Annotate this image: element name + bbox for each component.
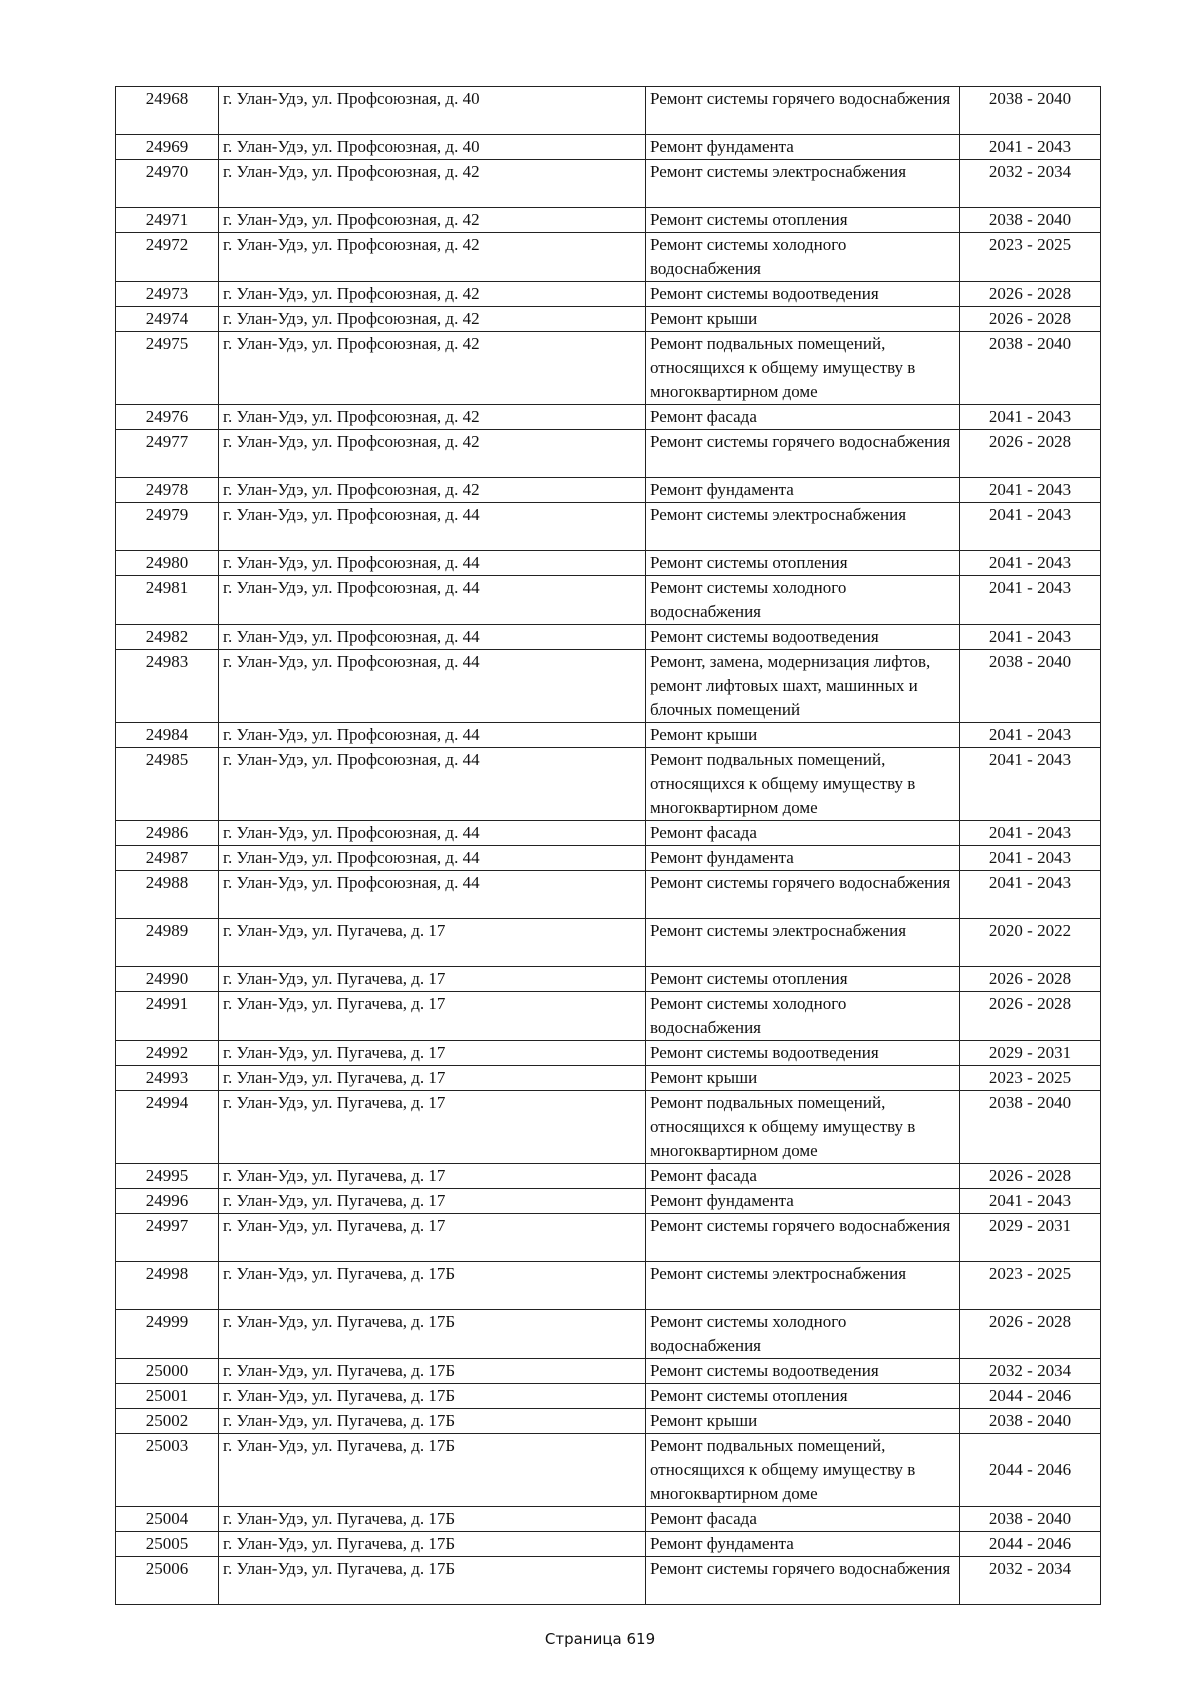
cell-number: 24983 (116, 650, 219, 723)
cell-years: 2038 - 2040 (960, 208, 1101, 233)
cell-address: г. Улан-Удэ, ул. Профсоюзная, д. 42 (219, 208, 646, 233)
cell-address: г. Улан-Удэ, ул. Профсоюзная, д. 44 (219, 846, 646, 871)
cell-number: 24990 (116, 967, 219, 992)
cell-address: г. Улан-Удэ, ул. Профсоюзная, д. 42 (219, 430, 646, 478)
cell-work-type: Ремонт системы водоотведения (646, 1041, 960, 1066)
cell-years: 2044 - 2046 (960, 1532, 1101, 1557)
table-row (116, 1091, 1101, 1164)
table-row (116, 135, 1101, 160)
cell-work-type: Ремонт подвальных помещений, относящихся к общему имуществу в многоквартирном доме (646, 332, 960, 405)
cell-years: 2026 - 2028 (960, 992, 1101, 1041)
cell-number: 25000 (116, 1359, 219, 1384)
table-row (116, 1262, 1101, 1310)
cell-number: 24971 (116, 208, 219, 233)
cell-address: г. Улан-Удэ, ул. Профсоюзная, д. 44 (219, 723, 646, 748)
cell-work-type: Ремонт, замена, модернизация лифтов, ремонт лифтовых шахт, машинных и блочных помещений (646, 650, 960, 723)
cell-years: 2029 - 2031 (960, 1214, 1101, 1262)
cell-address: г. Улан-Удэ, ул. Профсоюзная, д. 44 (219, 748, 646, 821)
table-row (116, 1066, 1101, 1091)
table-row (116, 1310, 1101, 1359)
cell-work-type: Ремонт системы отопления (646, 551, 960, 576)
cell-years: 2041 - 2043 (960, 748, 1101, 821)
cell-years: 2026 - 2028 (960, 307, 1101, 332)
cell-address: г. Улан-Удэ, ул. Профсоюзная, д. 42 (219, 478, 646, 503)
cell-number: 24985 (116, 748, 219, 821)
cell-work-type: Ремонт системы водоотведения (646, 625, 960, 650)
cell-work-type: Ремонт системы отопления (646, 1384, 960, 1409)
cell-work-type: Ремонт системы электроснабжения (646, 919, 960, 967)
cell-years: 2026 - 2028 (960, 1164, 1101, 1189)
cell-address: г. Улан-Удэ, ул. Профсоюзная, д. 44 (219, 871, 646, 919)
table-row (116, 650, 1101, 723)
cell-number: 24997 (116, 1214, 219, 1262)
cell-years: 2041 - 2043 (960, 503, 1101, 551)
cell-address: г. Улан-Удэ, ул. Профсоюзная, д. 42 (219, 282, 646, 307)
cell-address: г. Улан-Удэ, ул. Пугачева, д. 17Б (219, 1532, 646, 1557)
cell-address: г. Улан-Удэ, ул. Пугачева, д. 17 (219, 967, 646, 992)
cell-years: 2041 - 2043 (960, 135, 1101, 160)
cell-address: г. Улан-Удэ, ул. Профсоюзная, д. 42 (219, 332, 646, 405)
table-row (116, 1359, 1101, 1384)
cell-work-type: Ремонт системы отопления (646, 967, 960, 992)
cell-years: 2044 - 2046 (960, 1384, 1101, 1409)
cell-work-type: Ремонт фундамента (646, 846, 960, 871)
cell-years: 2026 - 2028 (960, 282, 1101, 307)
cell-number: 24989 (116, 919, 219, 967)
cell-number: 24972 (116, 233, 219, 282)
cell-number: 24968 (116, 87, 219, 135)
cell-number: 24982 (116, 625, 219, 650)
table-row (116, 1532, 1101, 1557)
cell-years: 2041 - 2043 (960, 405, 1101, 430)
table-row (116, 87, 1101, 135)
cell-address: г. Улан-Удэ, ул. Пугачева, д. 17Б (219, 1262, 646, 1310)
cell-number: 24969 (116, 135, 219, 160)
cell-years: 2038 - 2040 (960, 1409, 1101, 1434)
cell-work-type: Ремонт системы горячего водоснабжения (646, 1557, 960, 1605)
cell-number: 25002 (116, 1409, 219, 1434)
table-row (116, 1434, 1101, 1507)
cell-number: 25003 (116, 1434, 219, 1507)
cell-work-type: Ремонт фундамента (646, 1189, 960, 1214)
cell-number: 24973 (116, 282, 219, 307)
cell-address: г. Улан-Удэ, ул. Пугачева, д. 17 (219, 1164, 646, 1189)
table-row (116, 208, 1101, 233)
table-row (116, 992, 1101, 1041)
cell-work-type: Ремонт фундамента (646, 1532, 960, 1557)
cell-years: 2041 - 2043 (960, 625, 1101, 650)
cell-work-type: Ремонт системы электроснабжения (646, 1262, 960, 1310)
table-row (116, 1189, 1101, 1214)
cell-address: г. Улан-Удэ, ул. Профсоюзная, д. 42 (219, 307, 646, 332)
cell-address: г. Улан-Удэ, ул. Профсоюзная, д. 42 (219, 405, 646, 430)
cell-work-type: Ремонт системы электроснабжения (646, 160, 960, 208)
cell-address: г. Улан-Удэ, ул. Профсоюзная, д. 42 (219, 160, 646, 208)
cell-work-type: Ремонт системы холодного водоснабжения (646, 1310, 960, 1359)
table-row (116, 1164, 1101, 1189)
cell-address: г. Улан-Удэ, ул. Пугачева, д. 17Б (219, 1434, 646, 1507)
cell-work-type: Ремонт системы горячего водоснабжения (646, 430, 960, 478)
cell-number: 24974 (116, 307, 219, 332)
cell-address: г. Улан-Удэ, ул. Профсоюзная, д. 42 (219, 233, 646, 282)
cell-address: г. Улан-Удэ, ул. Пугачева, д. 17Б (219, 1359, 646, 1384)
cell-years: 2020 - 2022 (960, 919, 1101, 967)
cell-address: г. Улан-Удэ, ул. Пугачева, д. 17Б (219, 1409, 646, 1434)
cell-years: 2029 - 2031 (960, 1041, 1101, 1066)
cell-number: 24991 (116, 992, 219, 1041)
cell-work-type: Ремонт системы водоотведения (646, 1359, 960, 1384)
cell-work-type: Ремонт крыши (646, 1066, 960, 1091)
cell-work-type: Ремонт фасада (646, 821, 960, 846)
cell-address: г. Улан-Удэ, ул. Профсоюзная, д. 44 (219, 821, 646, 846)
cell-years: 2041 - 2043 (960, 821, 1101, 846)
cell-address: г. Улан-Удэ, ул. Профсоюзная, д. 44 (219, 551, 646, 576)
table-row (116, 723, 1101, 748)
table-body (116, 87, 1101, 1605)
table-row (116, 1384, 1101, 1409)
cell-years: 2032 - 2034 (960, 1359, 1101, 1384)
cell-number: 24977 (116, 430, 219, 478)
cell-work-type: Ремонт подвальных помещений, относящихся к общему имуществу в многоквартирном доме (646, 748, 960, 821)
cell-work-type: Ремонт подвальных помещений, относящихся к общему имуществу в многоквартирном доме (646, 1434, 960, 1507)
table-row (116, 748, 1101, 821)
table-row (116, 967, 1101, 992)
cell-number: 25001 (116, 1384, 219, 1409)
cell-number: 24981 (116, 576, 219, 625)
table-row (116, 478, 1101, 503)
cell-number: 24978 (116, 478, 219, 503)
table-row (116, 1557, 1101, 1605)
cell-years: 2026 - 2028 (960, 430, 1101, 478)
table-row (116, 625, 1101, 650)
table-row (116, 307, 1101, 332)
table-row (116, 503, 1101, 551)
cell-number: 24975 (116, 332, 219, 405)
cell-years: 2041 - 2043 (960, 1189, 1101, 1214)
cell-work-type: Ремонт крыши (646, 723, 960, 748)
cell-address: г. Улан-Удэ, ул. Пугачева, д. 17 (219, 1189, 646, 1214)
cell-work-type: Ремонт крыши (646, 307, 960, 332)
table-row (116, 1507, 1101, 1532)
cell-years: 2032 - 2034 (960, 1557, 1101, 1605)
cell-address: г. Улан-Удэ, ул. Профсоюзная, д. 44 (219, 650, 646, 723)
cell-years: 2038 - 2040 (960, 1507, 1101, 1532)
cell-years: 2041 - 2043 (960, 576, 1101, 625)
table-row (116, 1409, 1101, 1434)
cell-years: 2026 - 2028 (960, 1310, 1101, 1359)
cell-address: г. Улан-Удэ, ул. Профсоюзная, д. 44 (219, 576, 646, 625)
table-row (116, 821, 1101, 846)
cell-number: 24992 (116, 1041, 219, 1066)
cell-number: 24996 (116, 1189, 219, 1214)
cell-years: 2023 - 2025 (960, 233, 1101, 282)
table-row (116, 282, 1101, 307)
cell-number: 24987 (116, 846, 219, 871)
cell-number: 24988 (116, 871, 219, 919)
cell-years: 2041 - 2043 (960, 871, 1101, 919)
cell-years: 2023 - 2025 (960, 1262, 1101, 1310)
cell-years: 2023 - 2025 (960, 1066, 1101, 1091)
cell-years: 2044 - 2046 (960, 1434, 1101, 1507)
cell-number: 25006 (116, 1557, 219, 1605)
cell-number: 25004 (116, 1507, 219, 1532)
cell-address: г. Улан-Удэ, ул. Пугачева, д. 17Б (219, 1507, 646, 1532)
table-row (116, 405, 1101, 430)
cell-work-type: Ремонт системы холодного водоснабжения (646, 576, 960, 625)
repair-schedule-table (115, 86, 1101, 1605)
table-row (116, 1214, 1101, 1262)
cell-years: 2026 - 2028 (960, 967, 1101, 992)
cell-years: 2038 - 2040 (960, 332, 1101, 405)
cell-number: 24993 (116, 1066, 219, 1091)
cell-address: г. Улан-Удэ, ул. Профсоюзная, д. 40 (219, 87, 646, 135)
table-row (116, 1041, 1101, 1066)
cell-address: г. Улан-Удэ, ул. Профсоюзная, д. 40 (219, 135, 646, 160)
cell-years: 2038 - 2040 (960, 650, 1101, 723)
cell-work-type: Ремонт системы электроснабжения (646, 503, 960, 551)
cell-address: г. Улан-Удэ, ул. Пугачева, д. 17 (219, 1041, 646, 1066)
cell-address: г. Улан-Удэ, ул. Пугачева, д. 17 (219, 1066, 646, 1091)
cell-years: 2041 - 2043 (960, 723, 1101, 748)
cell-years: 2032 - 2034 (960, 160, 1101, 208)
cell-work-type: Ремонт системы водоотведения (646, 282, 960, 307)
cell-number: 24995 (116, 1164, 219, 1189)
cell-work-type: Ремонт фасада (646, 1164, 960, 1189)
cell-number: 24986 (116, 821, 219, 846)
table-row (116, 430, 1101, 478)
cell-years: 2041 - 2043 (960, 846, 1101, 871)
table-row (116, 846, 1101, 871)
cell-work-type: Ремонт системы горячего водоснабжения (646, 871, 960, 919)
cell-work-type: Ремонт крыши (646, 1409, 960, 1434)
cell-years: 2041 - 2043 (960, 551, 1101, 576)
cell-address: г. Улан-Удэ, ул. Пугачева, д. 17 (219, 919, 646, 967)
cell-number: 24984 (116, 723, 219, 748)
cell-number: 24998 (116, 1262, 219, 1310)
cell-work-type: Ремонт подвальных помещений, относящихся к общему имуществу в многоквартирном доме (646, 1091, 960, 1164)
cell-number: 25005 (116, 1532, 219, 1557)
table-row (116, 551, 1101, 576)
cell-years: 2038 - 2040 (960, 1091, 1101, 1164)
table-row (116, 871, 1101, 919)
cell-number: 24980 (116, 551, 219, 576)
cell-address: г. Улан-Удэ, ул. Пугачева, д. 17 (219, 992, 646, 1041)
cell-work-type: Ремонт системы горячего водоснабжения (646, 87, 960, 135)
cell-address: г. Улан-Удэ, ул. Пугачева, д. 17 (219, 1214, 646, 1262)
cell-address: г. Улан-Удэ, ул. Профсоюзная, д. 44 (219, 625, 646, 650)
cell-address: г. Улан-Удэ, ул. Пугачева, д. 17 (219, 1091, 646, 1164)
cell-work-type: Ремонт системы холодного водоснабжения (646, 992, 960, 1041)
table-row (116, 160, 1101, 208)
cell-work-type: Ремонт фундамента (646, 478, 960, 503)
cell-work-type: Ремонт фундамента (646, 135, 960, 160)
cell-work-type: Ремонт фасада (646, 1507, 960, 1532)
cell-number: 24970 (116, 160, 219, 208)
table-row (116, 233, 1101, 282)
cell-address: г. Улан-Удэ, ул. Пугачева, д. 17Б (219, 1557, 646, 1605)
cell-work-type: Ремонт системы отопления (646, 208, 960, 233)
cell-address: г. Улан-Удэ, ул. Пугачева, д. 17Б (219, 1310, 646, 1359)
cell-work-type: Ремонт системы холодного водоснабжения (646, 233, 960, 282)
table-row (116, 919, 1101, 967)
cell-number: 24976 (116, 405, 219, 430)
cell-address: г. Улан-Удэ, ул. Пугачева, д. 17Б (219, 1384, 646, 1409)
cell-number: 24979 (116, 503, 219, 551)
table-row (116, 332, 1101, 405)
table-row (116, 576, 1101, 625)
page-number: Страница 619 (544, 1630, 656, 1648)
cell-number: 24999 (116, 1310, 219, 1359)
cell-address: г. Улан-Удэ, ул. Профсоюзная, д. 44 (219, 503, 646, 551)
cell-work-type: Ремонт системы горячего водоснабжения (646, 1214, 960, 1262)
cell-years: 2041 - 2043 (960, 478, 1101, 503)
cell-years: 2038 - 2040 (960, 87, 1101, 135)
cell-number: 24994 (116, 1091, 219, 1164)
cell-work-type: Ремонт фасада (646, 405, 960, 430)
